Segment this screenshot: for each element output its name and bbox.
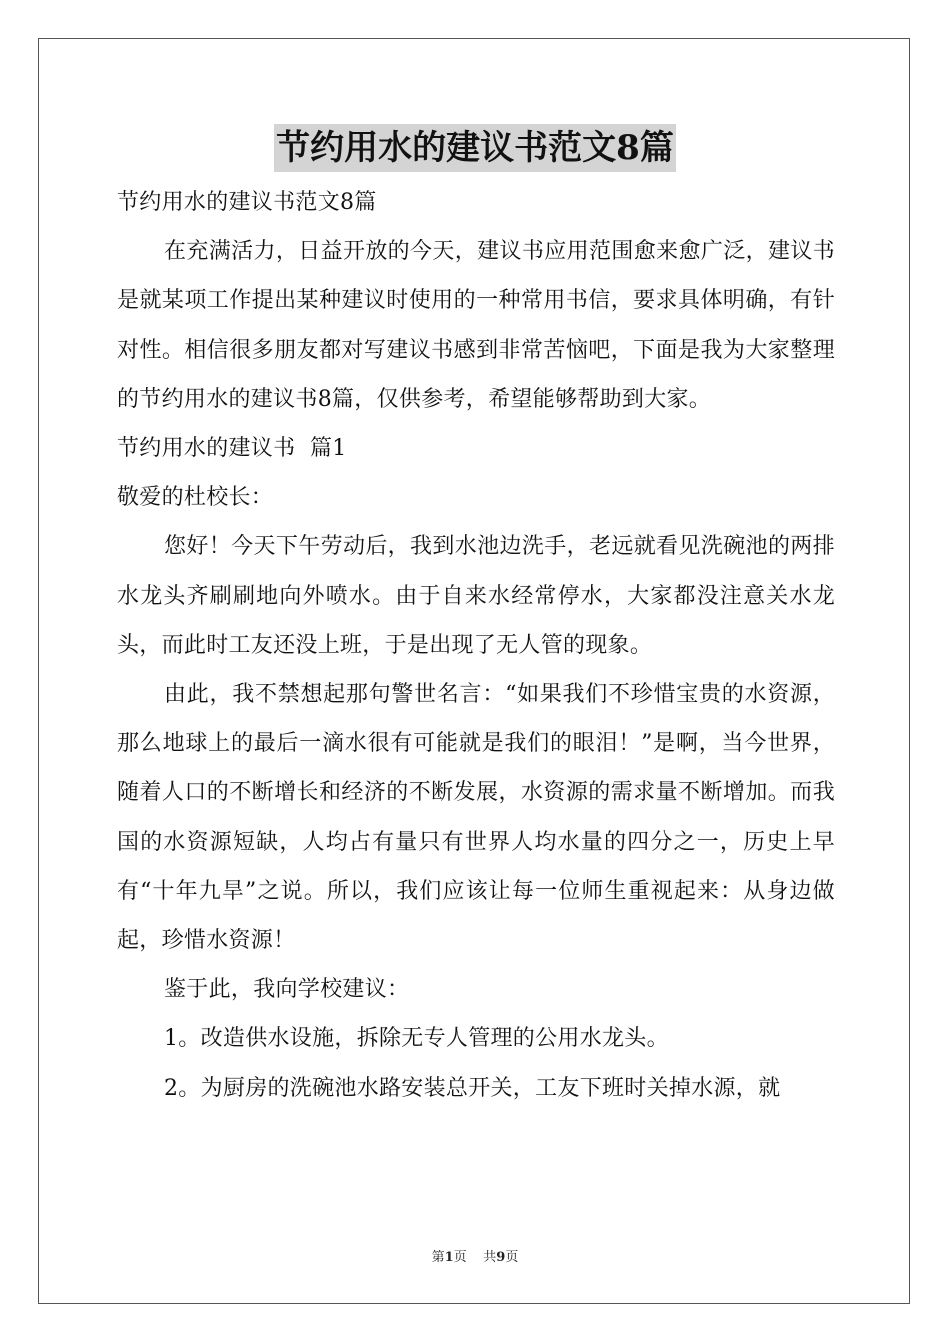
title-area [0, 124, 950, 172]
section-heading: 节约用水的建议书 篇1 [117, 436, 347, 462]
paragraph: 在充满活力，日益开放的今天，建议书应用范围愈来愈广泛，建议书是就某项工作提出某种建议时使用的一种常用书信，要求具体明确，有针对性。相信很多朋友都对写建议书感到非常苦恼吧，下面是我为大家整理的节约用水的建议书8篇，仅供参考，希望能够帮助到大家。 [117, 239, 835, 412]
document-body [117, 178, 835, 1113]
paragraph: 您好！今天下午劳动后，我到水池边洗手，老远就看见洗碗池的两排水龙头齐刷刷地向外喷水。由于自来水经常停水，大家都没注意关水龙头，而此时工友还没上班，于是出现了无人管的现象。 [117, 534, 835, 658]
page-suffix: 页 [453, 1250, 467, 1265]
paragraph: 由此，我不禁想起那句警世名言：“如果我们不珍惜宝贵的水资源，那么地球上的最后一滴水很有可能就是我们的眼泪！”是啊，当今世界，随着人口的不断增长和经济的不断发展，水资源的需求量不断增加。而我国的水资源短缺，人均占有量只有世界人均水量的四分之一，历史上早有“十年九旱”之说。所以，我们应该让每一位师生重视起来：从身边做起，珍惜水资源！ [117, 682, 835, 954]
page-prefix: 第 [431, 1250, 445, 1265]
list-item: 1。改造供水设施，拆除无专人管理的公用水龙头。 [164, 1026, 669, 1052]
total-pages: 9 [496, 1250, 506, 1265]
document-title: 节约用水的建议书范文8篇 [274, 124, 676, 172]
total-suffix: 页 [505, 1250, 519, 1265]
total-prefix: 共 [483, 1250, 497, 1265]
paragraph: 节约用水的建议书范文8篇 [117, 190, 377, 215]
page-footer [0, 1246, 950, 1265]
salutation: 敬爱的杜校长： [117, 485, 274, 511]
page-number: 1 [444, 1250, 454, 1265]
paragraph: 鉴于此，我向学校建议： [164, 977, 410, 1003]
list-item: 2。为厨房的洗碗池水路安装总开关，工友下班时关掉水源，就 [164, 1075, 781, 1101]
